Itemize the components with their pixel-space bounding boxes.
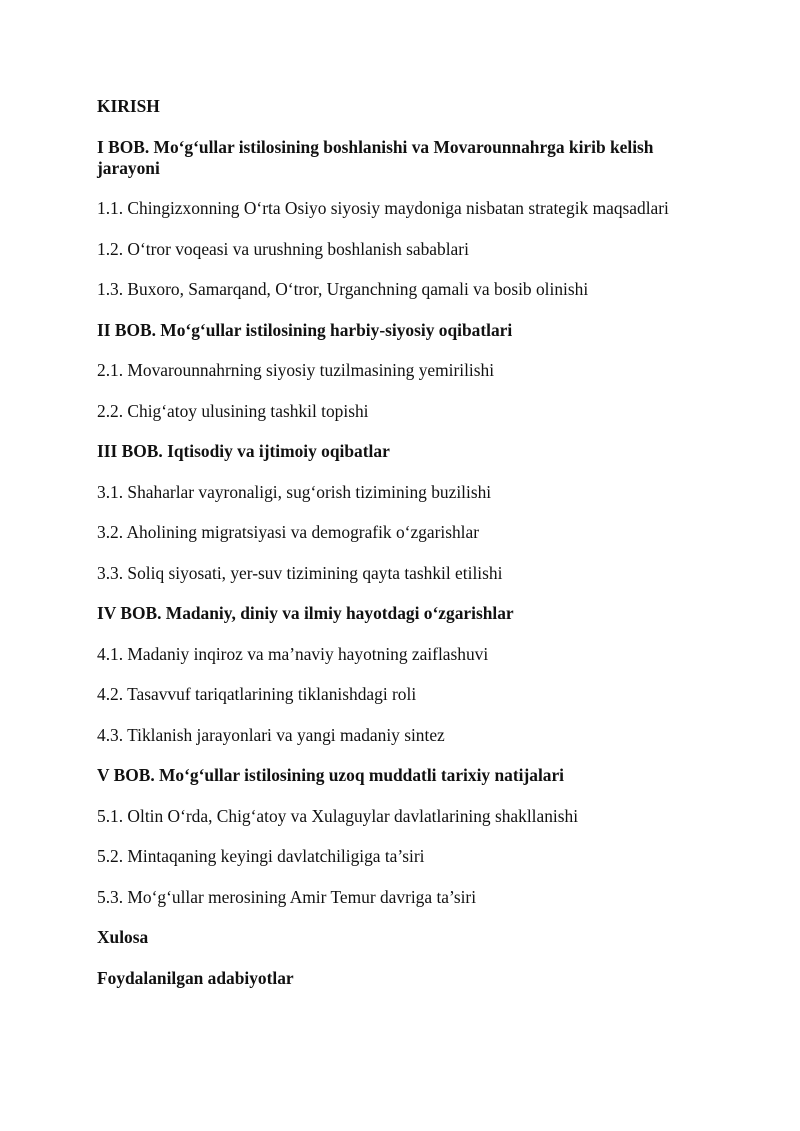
toc-section-1-3: 1.3. Buxoro, Samarqand, O‘tror, Urganchning qamali va bosib olinishi <box>97 279 589 299</box>
toc-section-5-1: 5.1. Oltin O‘rda, Chig‘atoy va Xulaguylar davlatlarining shakllanishi <box>97 805 579 826</box>
toc-section-5-3: 5.3. Mo‘g‘ullar merosining Amir Temur davriga ta’siri <box>97 886 477 907</box>
toc-section-4-1: 4.1. Madaniy inqiroz va ma’naviy hayotning zaiflashuvi <box>97 643 489 664</box>
toc-chapter-3: III BOB. Iqtisodiy va ijtimoiy oqibatlar <box>97 441 390 461</box>
toc-chapter-1: I BOB. Mo‘g‘ullar istilosining boshlanishi va Movarounnahrga kirib kelish jarayoni <box>97 136 654 178</box>
toc-heading-xulosa: Xulosa <box>97 927 149 947</box>
toc-section-5-2: 5.2. Mintaqaning keyingi davlatchiligiga ta’siri <box>97 846 425 866</box>
toc-chapter-2: II BOB. Mo‘g‘ullar istilosining harbiy-siyosiy oqibatlari <box>97 319 513 340</box>
toc-section-4-3: 4.3. Tiklanish jarayonlari va yangi madaniy sintez <box>97 724 445 745</box>
toc-section-3-3: 3.3. Soliq siyosati, yer-suv tizimining qayta tashkil etilishi <box>97 562 503 583</box>
toc-chapter-4: IV BOB. Madaniy, diniy va ilmiy hayotdagi o‘zgarishlar <box>97 603 514 623</box>
toc-heading-kirish: KIRISH <box>97 96 160 116</box>
toc-section-2-1: 2.1. Movarounnahrning siyosiy tuzilmasining yemirilishi <box>97 360 495 380</box>
toc-section-3-1: 3.1. Shaharlar vayronaligi, sug‘orish tizimining buzilishi <box>97 481 492 502</box>
toc-section-1-2: 1.2. O‘tror voqeasi va urushning boshlanish sabablari <box>97 238 469 259</box>
toc-section-3-2: 3.2. Aholining migratsiyasi va demografik o‘zgarishlar <box>97 522 480 542</box>
toc-heading-adabiyotlar: Foydalanilgan adabiyotlar <box>97 967 294 988</box>
toc-section-2-2: 2.2. Chig‘atoy ulusining tashkil topishi <box>97 400 369 421</box>
toc-section-4-2: 4.2. Tasavvuf tariqatlarining tiklanishdagi roli <box>97 684 417 704</box>
toc-section-1-1: 1.1. Chingizxonning O‘rta Osiyo siyosiy maydoniga nisbatan strategik maqsadlari <box>97 198 669 218</box>
toc-chapter-5: V BOB. Mo‘g‘ullar istilosining uzoq muddatli tarixiy natijalari <box>97 765 565 785</box>
